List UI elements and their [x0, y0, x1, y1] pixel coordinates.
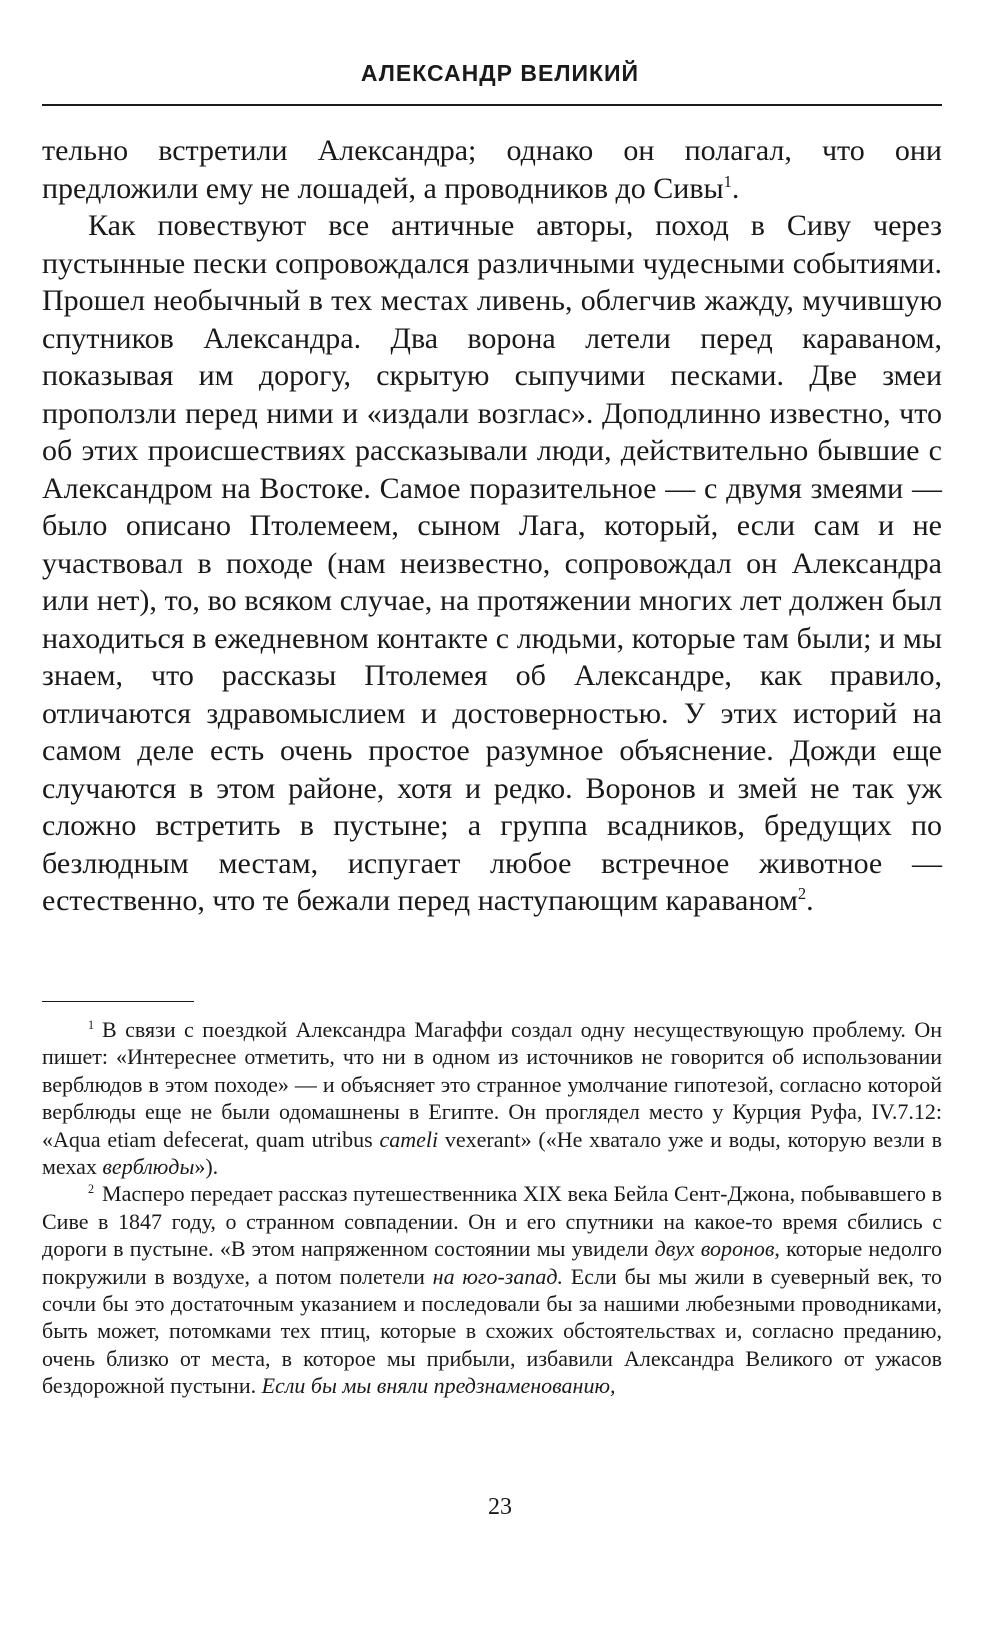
paragraph-2-text: Как повествуют все античные авторы, поход в Сиву через пустынные пески сопровождался различными чудесными событиями. Прошел необычный в тех местах ливень, облегчив жажду, мучившую спутников Александра. Два ворона летели перед караваном, показывая им дорогу, скрытую сыпучими песками. Две змеи проползли перед ними и «издали возглас». Доподлинно известно, что об этих происшествиях рассказывали люди, действительно бывшие с Александром на Востоке. Самое поразительное — с двумя змеями — было описано Птолемеем, сыном Лага, который, если сам и не участвовал в походе (нам неизвестно, сопровождал он Александра или нет), то, во всяком случае, на протяжении многих лет должен был находиться в ежедневном контакте с людьми, которые там были; и мы знаем, что рассказы Птолемея об Александре, как правило, отличаются здравомыслием и достоверностью. У этих историй на самом деле есть очень простое разумное объяснение. Дожди еще случаются в этом районе, хотя и редко. Воронов и змей не так уж сложно встретить в пустыне; а группа всадников, бредущих по безлюдным местам, испугает любое встречное животное — естественно, что те бежали перед наступающим караваном	[42, 209, 942, 917]
footnote-1-italic-b: верблюды	[102, 1154, 195, 1180]
footnote-1-text-b: vexerant» («Не хватало уже и воды, которую везли в мехах	[42, 1126, 942, 1180]
footnote-2	[42, 1180, 942, 1399]
paragraph-1-text: тельно встретили Александра; однако он полагал, что они предложили ему не лошадей, а проводников до Сивы	[42, 134, 942, 205]
footnote-2-italic-c: Если бы мы вняли предзнаменованию,	[261, 1373, 616, 1399]
footnote-separator	[42, 1001, 194, 1002]
footnote-2-text-c: Если бы мы жили в суеверный век, то сочли бы это достаточным указанием и последовали бы за нашими любезными проводниками, быть может, потомками тех птиц, которые в схожих обстоятельствах и, согласно преданию, очень близко от места, в которое мы прибыли, избавили Александра Великого от ужасов бездорожной пустыни.	[42, 1263, 943, 1399]
footnote-2-text-b: , которые недолго покружили в воздухе, а потом полетели	[42, 1236, 942, 1289]
footnote-2-italic-a: двух воронов	[654, 1236, 775, 1262]
footnote-1-text-c: »).	[194, 1154, 219, 1180]
footnote-2-italic-b: на юго-запад.	[432, 1263, 564, 1289]
footnote-2-text-a: Масперо передает рассказ путешественника XIX века Бейла Сент-Джона, побывавшего в Сиве в 1847 году, о странном совпадении. Он и его спутники на какое-то время сбились с дороги в пустыне. «В этом напряженном состоянии мы увидели	[42, 1181, 942, 1262]
header-rule	[42, 104, 942, 106]
main-text	[42, 132, 942, 920]
footnote-1	[42, 1016, 942, 1180]
footnote-1-text-a: В связи с поездкой Александра Магаффи создал одну несуществующую проблему. Он пишет: «Интереснее отметить, что ни в одном из источников не говорится об использовании верблюдов в этом походе» — и объясняет это странное умолчание гипотезой, согласно которой верблюды еще не были одомашнены в Египте. Он проглядел место у Курция Руфа, IV.7.12: «Aqua etiam defecerat, quam utribus	[42, 1017, 942, 1152]
footnote-2-marker: 2	[88, 1182, 95, 1197]
footnote-ref-2[interactable]: 2	[797, 884, 807, 903]
footnote-ref-1[interactable]: 1	[723, 171, 732, 191]
footnote-1-italic-a: cameli	[379, 1126, 439, 1152]
paragraph-1: тельно встретили Александра; однако он полагал, что они предложили ему не лошадей, а проводников до Сивы$^1$.	[42, 134, 942, 205]
footnote-1-marker: 1	[88, 1017, 95, 1032]
running-title: АЛЕКСАНДР ВЕЛИКИЙ	[360, 60, 640, 86]
paragraph-2: Как повествуют все античные авторы, поход в Сиву через пустынные пески сопровождался различными чудесными событиями. Прошел необычный в тех местах ливень, облегчив жажду, мучившую спутников Александра. Два ворона летели перед караваном, показывая им дорогу, скрытую сыпучими песками. Две змеи проползли перед ними и «издали возглас». Доподлинно известно, что об этих происшествиях рассказывали люди, действительно бывшие с Александром на Востоке. Самое поразительное — с двумя змеями — было описано Птолемеем, сыном Лага, который, если сам и не участвовал в походе (нам неизвестно, сопровождал он Александра или нет), то, во всяком случае, на протяжении многих лет должен был находиться в ежедневном контакте с людьми, которые там были; и мы знаем, что рассказы Птолемея об Александре, как правило, отличаются здравомыслием и достоверностью. У этих историй на самом деле есть очень простое разумное объяснение. Дожди еще случаются в этом районе, хотя и редко. Воронов и змей не так уж сложно встретить в пустыне; а группа всадников, бредущих по безлюдным местам, испугает любое встречное животное — естественно, что те бежали перед наступающим караваном$^2$.	[42, 209, 942, 917]
page-number: 23	[488, 1494, 512, 1520]
footnotes	[42, 1016, 942, 1400]
